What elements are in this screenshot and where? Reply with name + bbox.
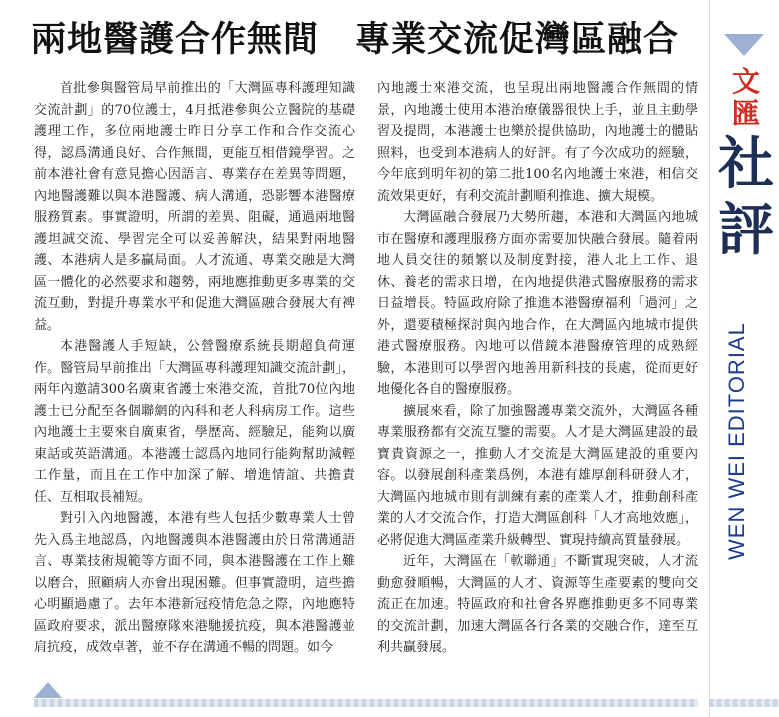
editorial-sidebar xyxy=(709,0,779,717)
sidebar-bottom-divider xyxy=(709,699,779,707)
paragraph: 大灣區融合發展乃大勢所趨，本港和大灣區內地城市在醫療和護理服務方面亦需要加快融合發展。隨着兩地人員交往的頻繁以及制度對接，港人北上工作、退休、養老的需求日增，在內地提供港式醫療服務的需求日益增長。特區政府除了推進本港醫療福利「過河」之外，還要積極探討與內地合作，在大灣區內地城市提供港式醫療服務。內地可以借鏡本港醫療管理的成熟經驗，本港則可以學習內地善用新科技的長處，從而更好地優化各自的醫療服務。 xyxy=(377,210,698,397)
paragraph: 近年，大灣區在「軟聯通」不斷實現突破，人才流動愈發順暢，大灣區的人才、資源等生產要素的雙向交流正在加速。特區政府和社會各界應推動更多不同專業的交流計劃，加速大灣區各行各業的交融合作，達至互利共贏發展。 xyxy=(377,554,698,655)
headline-right: 專業交流促灣區融合 xyxy=(355,20,680,60)
brand-logo: 文匯 xyxy=(731,65,760,130)
paragraph: 擴展來看，除了加強醫護專業交流外，大灣區各種專業服務都有交流互鑒的需要。人才是大灣區建設的最寶貴資源之一，推動人才交流是大灣區建設的重要內容。以發展創科產業爲例，本港有雄厚創科研發人才，大灣區內地城市則有訓練有素的產業人才，推動創科產業的人才交流合作，打造大灣區創科「人才高地效應」，必將促進大灣區產業升級轉型、實現持續高質量發展。 xyxy=(377,403,698,548)
triangle-decoration-bottom-icon xyxy=(34,682,62,698)
paragraph: 首批參與醫管局早前推出的「大灣區專科護理知識交流計劃」的70位護士，4月抵港參與公立醫院的基礎護理工作，多位兩地護士昨日分享工作和合作交流心得，認爲溝通良好、合作無間，更能互相借鏡學習。之前本港社會有意見擔心因語言、專業存在差異等問題，內地醫護難以與本港醫護、病人溝通，恐影響本港醫療服務質素。事實證明，所謂的差異、阻礙，通過兩地醫護坦誠交流、學習完全可以妥善解決，結果對兩地醫護、本港病人是多贏局面。人才流通、專業交融是大灣區一體化的必然要求和趨勢，兩地應推動更多專業的交流互動，對提升專業水平和促進大灣區融合發展大有裨益。 xyxy=(34,81,355,333)
column-left xyxy=(34,78,355,698)
article-body xyxy=(34,78,698,698)
paragraph: 對引入內地醫護，本港有些人包括少數專業人士曾先入爲主地認爲，內地醫護與本港醫護由於日常溝通語言、專業技術規範等方面不同，與本港醫護在工作上難以磨合，照顧病人亦會出現困難。但事實證明，這些擔心明顯過慮了。去年本港新冠疫情危急之際，內地應特區政府要求，派出醫療隊來港馳援抗疫，與本港醫護並肩抗疫，成效卓著，並不存在溝通不暢的問題。如今 xyxy=(34,511,355,655)
section-english-label: WEN WEI EDITORIAL xyxy=(724,322,749,560)
triangle-decoration-icon xyxy=(724,34,764,56)
paragraph-continued: 內地護士來港交流，也呈現出兩地醫護合作無間的情景，內地護士使用本港治療儀器很快上手，並且主動學習及提問，本港護士也樂於提供協助，內地護士的體貼照料，也受到本港病人的好評。有了今次成功的經驗，今年底到明年初的第二批100名內地護士來港，相信交流效果更好，有利交流計劃順利推進、擴大規模。 xyxy=(377,81,698,204)
paragraph: 本港醫護人手短缺，公營醫療系統長期超負荷運作。醫管局早前推出「大灣區專科護理知識交流計劃」，兩年內邀請300名廣東省護士來港交流，首批70位內地護士已分配至各個聯網的內科和老人科病房工作。這些內地護士主要來自廣東省，學歷高、經驗足，能夠以廣東話或英語溝通。本港護士認爲內地同行能夠幫助減輕工作量，而且在工作中加深了解、增進情誼、共擔責任、互相取長補短。 xyxy=(34,339,355,505)
column-right xyxy=(377,78,698,698)
headline xyxy=(10,6,700,68)
section-title: 社評 xyxy=(718,132,774,263)
bottom-divider xyxy=(34,699,698,707)
headline-left: 兩地醫護合作無間 xyxy=(30,20,319,60)
